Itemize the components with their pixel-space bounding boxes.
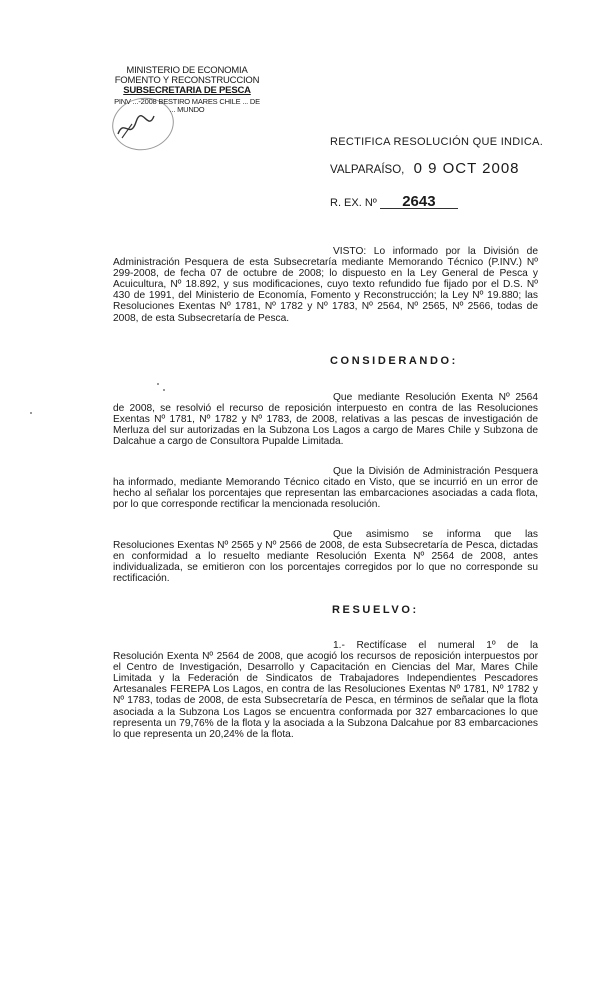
letterhead-reference: PINV ...-2008 BESTIRO MARES CHILE ... DE ... MUNDO — [114, 97, 260, 114]
resuelvo-heading: RESUELVO: — [332, 604, 419, 616]
letterhead-ministry-2: FOMENTO Y RECONSTRUCCION — [114, 75, 260, 86]
visto-paragraph: VISTO: Lo informado por la División de Administración Pesquera de esta Subsecretaría mediante Memorando Técnico (P.INV.) Nº 299-2008, de fecha 07 de octubre de 2008; lo dispuesto en la Ley General de Pesca y Acuicultura, Nº 18.892, y sus modificaciones, cuyo texto refundido fue fijado por el D.S. Nº 430 de 1991, del Ministerio de Economía, Fomento y Reconstrucción; la Ley Nº 19.880; las Resoluciones Exentas Nº 1781, Nº 1782 y Nº 1783, Nº 2564, Nº 2565, Nº 2566, todas de 2008, de esta Subsecretaría de Pesca. — [113, 246, 538, 324]
scan-speck — [157, 383, 159, 385]
resuelvo-paragraph-1: 1.- Rectifícase el numeral 1º de la Resolución Exenta Nº 2564 de 2008, que acogió los recursos de reposición interpuestos por el Centro de Investigación, Desarrollo y Capacitación en Ciencias del Mar, Mares Chile Limitada y la Federación de Sindicatos de Trabajadores Independientes Pescadores Artesanales FEREPA Los Lagos, en contra de las Resoluciones Exentas Nº 1781, Nº 1782 y Nº 1783, todas de 2008, de esta Subsecretaría de Pesca, en términos de señalar que la flota asociada a la Subzona Los Lagos se encuentra conformada por 327 embarcaciones lo que representa un 79,76% de la flota y la asociada a la Subzona Dalcahue por 83 embarcaciones lo que representa un 20,24% de la flota. — [113, 640, 538, 740]
scan-speck — [30, 412, 32, 414]
considerando-heading: CONSIDERANDO: — [330, 355, 458, 367]
place-label: VALPARAÍSO, — [330, 164, 405, 176]
handwritten-signature — [116, 112, 156, 142]
resolution-number: 2643 — [380, 196, 458, 209]
considerando-paragraph-1: Que mediante Resolución Exenta Nº 2564 de 2008, se resolvió el recurso de reposición interpuesto en contra de las Resoluciones Exentas Nº 1781, Nº 1782 y Nº 1783, de 2008, relativas a las pescas de investigación de Merluza del sur autorizadas en la Subzona Los Lagos a cargo de Mares Chile y Subzona de Dalcahue a cargo de Consultora Pupalde Limitada. — [113, 392, 538, 448]
considerando-paragraph-3: Que asimismo se informa que las Resoluciones Exentas Nº 2565 y Nº 2566 de 2008, de esta Subsecretaría de Pesca, dictadas en conformidad a lo resuelto mediante Resolución Exenta Nº 2564 de 2008, antes individualizada, se emitieron con los porcentajes corregidos por lo que no corresponde su rectificación. — [113, 529, 538, 585]
date-stamp: 0 9 OCT 2008 — [413, 160, 520, 177]
document-subject: RECTIFICA RESOLUCIÓN QUE INDICA. — [330, 136, 544, 148]
place-date-line — [330, 160, 520, 177]
resolution-number-line — [330, 193, 458, 210]
resolution-prefix: R. EX. Nº — [330, 197, 377, 209]
scan-speck — [163, 389, 165, 391]
considerando-paragraph-2: Que la División de Administración Pesquera ha informado, mediante Memorando Técnico citado en Visto, que se incurrió en un error de hecho al señalar los porcentajes que representan las embarcaciones asociadas a cada flota, por lo que corresponde rectificar la mencionada resolución. — [113, 466, 538, 511]
letterhead-subsecretaria: SUBSECRETARIA DE PESCA — [123, 85, 251, 96]
letterhead-ministry: MINISTERIO DE ECONOMIA — [126, 65, 248, 76]
